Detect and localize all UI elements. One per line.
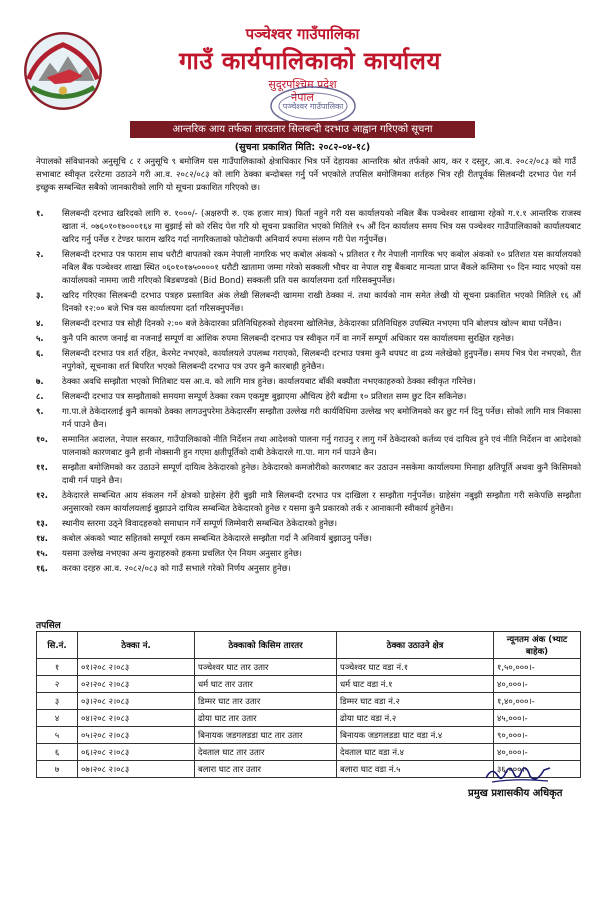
condition-item <box>36 317 581 330</box>
intro-paragraph: नेपालको संविधानको अनुसूचि ८ र अनुसूचि ९ बमोजिम यस गाउँपालिकाको क्षेत्राधिकार भित्र पर्ने देहायका आन्तरिक श्रोत तर्फको आय, कर र दस्तुर, आ.व. २०८२/०८३ को गाउँ सभाबाट स्वीकृत दररेटमा उठाउने गरी आ.व. २०८२/०८३ को लागि ठेक्का बन्दोबस्त गर्नु पर्ने भएकोले तपसिल बमोजिमका शर्तहरु भित्र रही रीतपूर्वक सिलबन्दी दरभाउ पेश गर्न इच्छुक सम्बन्धित सबैको जानकारीको लागि यो सूचना प्रकाशित गरिएको छ। <box>36 156 576 192</box>
cell-area: ढोया घाट वडा नं.२ <box>337 710 494 727</box>
condition-number: १०. <box>36 434 48 444</box>
table-row <box>37 744 581 761</box>
condition-text: गा.पा.ले ठेकेदारलाई कुनै कामको ठेक्का लागउनुपरेमा ठेकेदारसँग सम्झौता उल्लेख गरी कार्यविधिमा उल्लेख भए बमोजिमको कर छुट गर्न दिनु पर्नेछ। सोको लागि मात्र निकासा गर्न पाउने छैन। <box>62 406 581 429</box>
condition-text: सिलबन्दी दरभाउ पत्र सम्झौताको समयमा सम्पूर्ण ठेक्का रकम एकमुष्ट बुझाएमा औचित्य हेरी बढीमा १० प्रतिशत सम्म छुट दिन सकिनेछ। <box>62 391 467 401</box>
published-date: (सुचना प्रकाशित मिति: २०८२-०४-१८) <box>234 142 371 153</box>
cell-serial: ७ <box>37 761 78 778</box>
condition-item <box>36 532 581 545</box>
table-row <box>37 693 581 710</box>
condition-number: १६. <box>36 563 48 573</box>
condition-text: करका दरहरु आ.व. २०८२/०८३ को गाउँ सभाले गरेको निर्णय अनुसार हुनेछ। <box>62 563 291 573</box>
condition-text: यसमा उल्लेख नभएका अन्य कुराहरुको हकमा प्रचलित ऐन नियम अनुसार हुनेछ। <box>62 548 302 558</box>
cell-area: बिनायक जडगलडडा घाट वडा नं.४ <box>337 727 494 744</box>
cell-contract-type: पञ्चेश्वर घाट तार उतार <box>195 659 337 676</box>
signature-image <box>482 762 554 786</box>
condition-text: सिलबन्दी दरभाउ पत्र शर्त रहित, केरमेट नभएको, कार्यालयले उपलब्ध गराएको, सिलबन्दी दरभाउ पत्रमा कुनै थपघट वा द्रव्य नलेखेको हुनुपर्नेछ। समय भित्र पेश नभएको, रीत नपुगेको, सूचनाका शर्त बिपरित भएको सिलबन्दी दरभाउ पत्र उपर कुनै कारबाही हुनेछैन। <box>62 348 581 371</box>
table-row <box>37 710 581 727</box>
cell-contract-no: ०५।२०८ २।०८३ <box>78 727 195 744</box>
cell-serial: ३ <box>37 693 78 710</box>
table-row <box>37 727 581 744</box>
cell-serial: ४ <box>37 710 78 727</box>
cell-contract-no: ०६।२०८ २।०८३ <box>78 744 195 761</box>
conditions-list <box>36 207 581 577</box>
cell-contract-type: धर्म घाट तार उतार <box>195 676 337 693</box>
condition-text: सिलबन्दी दरभाउ पत्र सोही दिनको २:०० बजे ठेकेदारका प्रतिनिधिहरुको रोहवरमा खोलिनेछ, ठेकेदारका प्रतिनिधिहरु उपस्थित नभएमा पनि बोलपत्र खोल्न बाधा पर्नेछैन। <box>62 318 562 328</box>
condition-item <box>36 433 581 459</box>
cell-contract-no: ०३।२०८ २।०८३ <box>78 693 195 710</box>
col-area: ठेक्का उठाउने क्षेत्र <box>337 632 494 659</box>
cell-min-amount: १,५०,०००।- <box>494 659 581 676</box>
condition-number: १. <box>36 208 44 218</box>
cell-min-amount: ४०,०००।- <box>494 744 581 761</box>
address-province: सुदूरपश्चिम प्रदेश <box>268 78 337 91</box>
condition-text: सिलबन्दी दरभाउ खरिदको लागि रु. १०००/- (अक्षरुपी रु. एक हजार मात्र) फिर्ता नहुने गरी यस कार्यालयको नबिल बैंक पञ्चेश्वर शाखामा रहेको ग.१.१ आन्तरिक राजस्व खाता नं. ०७६०१०१७०००१६४ मा बुझाई सो को रसिद पेश गरि यो सूचना प्रकाशित भएको मितिले १५ औं दिन कार्यालय समय भित्र यस पञ्चेश्वर गाउँपालिकाको कार्यालयबाट खरिद गर्नु पर्नेछ र टेण्डर फाराम खरिद गर्दा नागरिकताको फोटोकपी अनिवार्य रुपमा संलग्न गरी पेश गर्नुपर्नेछ। <box>62 208 581 244</box>
condition-number: ७. <box>36 376 44 386</box>
condition-item <box>36 461 581 487</box>
col-contract-no: ठेक्का नं. <box>78 632 195 659</box>
condition-number: १५. <box>36 548 48 558</box>
cell-min-amount: ४०,०००।- <box>494 676 581 693</box>
condition-item <box>36 347 581 373</box>
condition-number: १३. <box>36 518 48 528</box>
cell-serial: ६ <box>37 744 78 761</box>
cell-contract-no: ०७।२०८ २।०८३ <box>78 761 195 778</box>
condition-item <box>36 489 581 515</box>
condition-text: खरिद गरिएका सिलबन्दी दरभाउ पत्रहरु प्रस्तावित अंक लेखी सिलबन्दी खाममा राखी ठेक्का नं. तथा कार्यको नाम समेत लेखी यो सूचना प्रकाशित भएको मितिले १६ औं दिनको १२:०० बजे भित्र यस कार्यालयमा दर्ता गरिसक्नुपर्नेछ। <box>62 290 581 313</box>
condition-number: ३. <box>36 290 44 300</box>
condition-number: ९. <box>36 406 44 416</box>
condition-text: सिलबन्दी दरभाउ पत्र फाराम साथ धरौटी बापतको रकम नेपाली नागरिक भए कबोल अंकको ५ प्रतिशत र गैर नेपाली नागरिक भए कबोल अंकको १० प्रतिशत यस कार्यालयको नबिल बैंक पञ्चेश्वर शाखा स्थित ०६०१०१७५००००१ धरौटी खातामा जम्मा गरेको सक्कली भौचर वा नेपाल राष्ट्र बैंकबाट मान्यता प्राप्त बैंकले कम्तिमा ९० दिन म्याद भएको यस कार्यालयको नाममा जारी गरिएको बिडबण्डको (Bid Bond) सक्कली प्रति यस कार्यालयमा दर्ता गरिसक्नुपर्नेछ। <box>62 249 581 285</box>
cell-min-amount: ९०,०००।- <box>494 727 581 744</box>
condition-number: ६. <box>36 348 44 358</box>
cell-serial: १ <box>37 659 78 676</box>
condition-item <box>36 562 581 575</box>
condition-item <box>36 547 581 560</box>
condition-number: ११. <box>36 462 48 472</box>
cell-area: बलारा घाट वडा नं.५ <box>337 761 494 778</box>
schedule-label: तपसिल <box>36 621 61 631</box>
cell-contract-type: बलारा घाट तार उतार <box>195 761 337 778</box>
table-row <box>37 676 581 693</box>
signer-title: प्रमुख प्रशासकीय अधिकृत <box>468 788 563 799</box>
cell-min-amount: ४५,०००।- <box>494 710 581 727</box>
condition-text: ठेकेदारले सम्बन्धित आय संकलन गर्ने क्षेत्रको ग्राहेसंग हेरी बुझी मात्रै सिलबन्दी दरभाउ पत्र दाखिला र सम्झौता गर्नुपर्नेछ। ग्राहेसंग नबुझी सम्झौता गरी सकेपछि सम्झौता अनुसारको रकम कार्यालयलाई बुझाउने दायित्व सम्बन्धित ठेकेदारको हुनेछ र यसमा कुनै प्रकारको तर्क र आनाकानी स्वीकार्य हुनेछैन। <box>62 490 581 513</box>
condition-number: ५. <box>36 333 44 343</box>
condition-text: सम्मानित अदालत, नेपाल सरकार, गाउँपालिकाको नीति निर्देशन तथा आदेशको पालना गर्नु गराउनु र लागु गर्ने ठेकेदारको कर्तव्य एवं दायित्व हुने एवं नीति निर्देशन वा आदेशको पालनाको कारणबाट कुनै हानी नोक्सानी हुन गएमा क्षतीपूर्तिको दाबी ठेकेदारले गा.पा. माग गर्न पाउने छैन। <box>62 434 581 457</box>
condition-number: २. <box>36 249 44 259</box>
condition-text: कुनै पनि कारण जनाई वा नजनाई सम्पूर्ण वा आंशिक रुपमा सिलबन्दी दरभाउ पत्र स्वीकृत गर्ने वा नगर्ने सम्पूर्ण अधिकार यस कार्यालयमा सुरक्षित रहनेछ। <box>62 333 515 343</box>
stamp-text: पञ्चेश्वर गाउँपालिका <box>282 102 344 111</box>
condition-item <box>36 405 581 431</box>
cell-min-amount: ३६,०००।- <box>494 761 581 778</box>
cell-area: पञ्चेश्वर घाट वडा नं.१ <box>337 659 494 676</box>
cell-serial: ५ <box>37 727 78 744</box>
condition-item <box>36 332 581 345</box>
address-country: नेपाल <box>291 91 314 104</box>
table-row <box>37 659 581 676</box>
cell-contract-no: ०४।२०८ २।०८३ <box>78 710 195 727</box>
condition-text: ठेक्का अवधि सम्झौता भएको मितिबाट यस आ.व. को लागि मात्र हुनेछ। कार्यालयबाट बाँकी बक्यौता नभएकाहरुको ठेक्का स्वीकृत गरिनेछ। <box>62 376 476 386</box>
municipality-name: पञ्चेश्वर गाउँपालिका <box>245 25 360 43</box>
cell-contract-no: ०१।२०८ २।०८३ <box>78 659 195 676</box>
condition-item <box>36 390 581 403</box>
condition-number: १२. <box>36 490 48 500</box>
condition-item <box>36 289 581 315</box>
condition-text: कबोल अंकको भ्याट सहितको सम्पूर्ण रकम सम्बन्धित ठेकेदारले सम्झौता गर्दा नै अनिवार्य बुझाउनु पर्नेछ। <box>62 533 372 543</box>
cell-contract-type: बिनायक जडगलडडा घाट तार उतार <box>195 727 337 744</box>
condition-item <box>36 248 581 287</box>
office-title: गाउँ कार्यपालिकाको कार्यालय <box>179 47 441 75</box>
col-min-amount: न्यूनतम अंक (भ्याट बाहेक) <box>494 632 581 659</box>
cell-contract-type: देवताल घाट तार उतार <box>195 744 337 761</box>
condition-item <box>36 375 581 388</box>
condition-text: स्थानीय स्तरमा उठ्ने विवादहरुको समाधान गर्ने सम्पूर्ण जिम्मेवारी सम्बन्धित ठेकेदारको हुनेछ। <box>62 518 338 528</box>
condition-item <box>36 207 581 246</box>
cell-contract-no: ०२।२०८ २।०८३ <box>78 676 195 693</box>
cell-contract-type: ढोया घाट तार उतार <box>195 710 337 727</box>
cell-area: धर्म घाट वडा नं.१ <box>337 676 494 693</box>
table-header-row <box>37 632 581 659</box>
cell-min-amount: १,४०,०००।- <box>494 693 581 710</box>
condition-number: ८. <box>36 391 44 401</box>
condition-item <box>36 517 581 530</box>
condition-number: ४. <box>36 318 44 328</box>
condition-number: १४. <box>36 533 48 543</box>
cell-serial: २ <box>37 676 78 693</box>
cell-area: देवताल घाट वडा नं.४ <box>337 744 494 761</box>
cell-area: डिम्मर घाट वडा नं.२ <box>337 693 494 710</box>
schedule-table <box>36 631 581 778</box>
cell-contract-type: डिम्मर घाट तार उतार <box>195 693 337 710</box>
col-contract-type: ठेक्काको किसिम तारतर <box>195 632 337 659</box>
condition-text: सम्झौता बमोजिमको कर उठाउने सम्पूर्ण दायित्व ठेकेदारको हुनेछ। ठेकेदारको कमजोरीको कारणबाट कर उठाउन नसकेमा कार्यालयमा मिनाहा क्षतिपूर्ति अथवा कुनै किसिमको दाबी गर्न पाइने छैन। <box>62 462 581 485</box>
notice-title-banner: आन्तरिक आय तर्फका तारउतार सिलबन्दी दरभाउ आह्वान गरिएको सूचना <box>130 121 475 138</box>
col-serial: सि.नं. <box>37 632 78 659</box>
